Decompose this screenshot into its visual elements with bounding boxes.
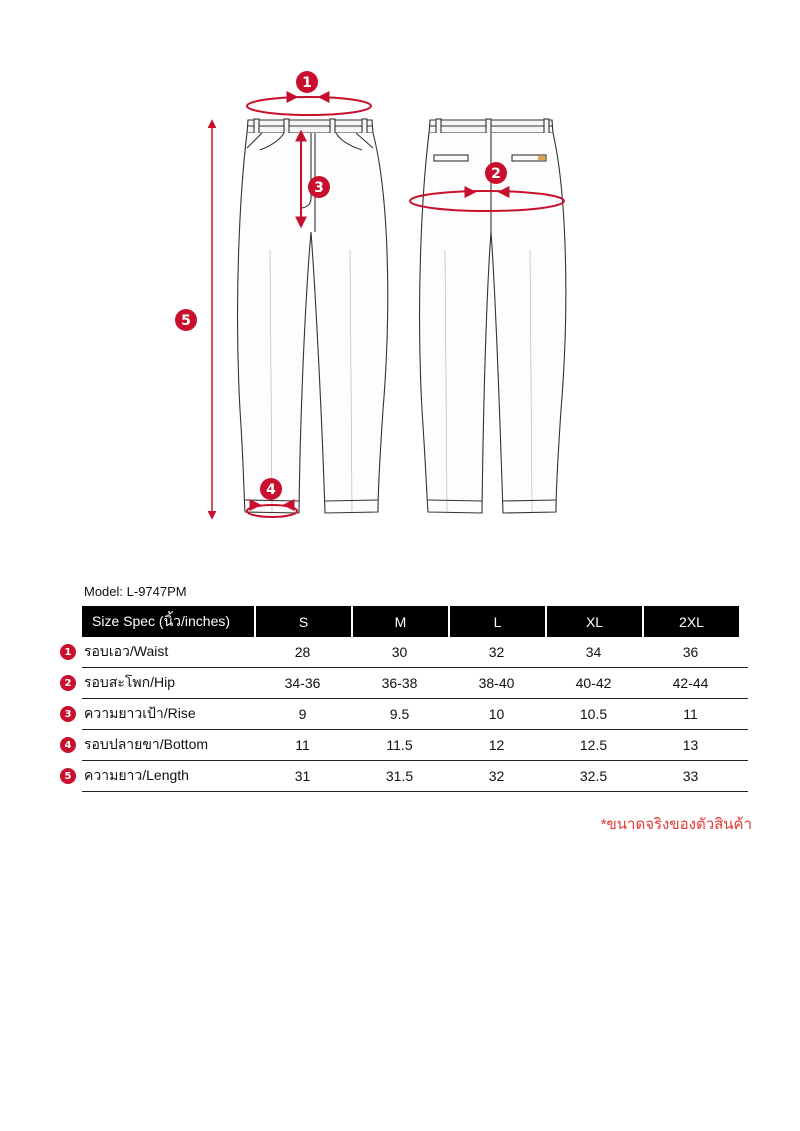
table-cell: 10 bbox=[488, 706, 505, 722]
table-cell: 32 bbox=[488, 768, 505, 784]
table-cell: 9 bbox=[298, 706, 307, 722]
header-size-m: M bbox=[353, 606, 448, 637]
header-size-xl: XL bbox=[547, 606, 642, 637]
table-cell: 34-36 bbox=[284, 675, 321, 691]
row-label: ความยาว/Length bbox=[84, 767, 189, 783]
table-cell: 11 bbox=[295, 737, 310, 753]
actual-size-note: *ขนาดจริงของตัวสินค้า bbox=[600, 816, 752, 833]
table-cell: 40-42 bbox=[575, 675, 612, 691]
length-measure-guide bbox=[175, 121, 212, 518]
table-row-rise bbox=[64, 699, 748, 730]
table-cell: 30 bbox=[391, 644, 408, 660]
row-label: รอบปลายขา/Bottom bbox=[84, 736, 209, 752]
row-label: ความยาวเป้า/Rise bbox=[84, 705, 196, 721]
table-cell: 38-40 bbox=[478, 675, 515, 691]
row-label: รอบเอว/Waist bbox=[84, 643, 169, 659]
row-marker: 1 bbox=[60, 644, 76, 660]
table-cell: 32.5 bbox=[579, 768, 608, 784]
row-marker: 2 bbox=[60, 675, 76, 691]
header-size-l: L bbox=[450, 606, 545, 637]
table-row-bottom bbox=[64, 730, 748, 761]
table-cell: 36-38 bbox=[381, 675, 418, 691]
header-size-s: S bbox=[256, 606, 351, 637]
marker-2-label: 2 bbox=[491, 166, 501, 182]
table-cell: 12.5 bbox=[579, 737, 608, 753]
row-label: รอบสะโพก/Hip bbox=[84, 674, 175, 690]
row-marker: 3 bbox=[60, 706, 76, 722]
waist-measure-guide bbox=[247, 71, 371, 115]
table-cell: 11.5 bbox=[386, 737, 413, 753]
header-size-spec: Size Spec (นิ้ว/inches) bbox=[82, 606, 254, 637]
table-cell: 42-44 bbox=[672, 675, 709, 691]
table-cell: 34 bbox=[585, 644, 602, 660]
row-marker: 4 bbox=[60, 737, 76, 753]
table-cell: 33 bbox=[682, 768, 699, 784]
model-number: Model: L-9747PM bbox=[84, 584, 187, 599]
table-cell: 32 bbox=[488, 644, 505, 660]
row-marker: 5 bbox=[60, 768, 76, 784]
table-cell: 13 bbox=[682, 737, 699, 753]
table-cell: 28 bbox=[294, 644, 311, 660]
marker-3-label: 3 bbox=[314, 180, 324, 196]
size-spec-table bbox=[60, 606, 748, 792]
table-cell: 31 bbox=[294, 768, 311, 784]
table-cell: 10.5 bbox=[579, 706, 608, 722]
table-cell: 31.5 bbox=[385, 768, 414, 784]
marker-1-label: 1 bbox=[302, 75, 312, 91]
marker-4-label: 4 bbox=[266, 482, 276, 498]
header-size-2xl: 2XL bbox=[644, 606, 739, 637]
table-header bbox=[82, 606, 748, 637]
table-row-hip bbox=[64, 668, 748, 699]
marker-5-label: 5 bbox=[181, 313, 191, 329]
table-cell: 11 bbox=[683, 706, 698, 722]
table-cell: 12 bbox=[488, 737, 505, 753]
table-cell: 36 bbox=[682, 644, 699, 660]
table-row-length bbox=[64, 761, 748, 792]
table-cell: 9.5 bbox=[389, 706, 410, 722]
table-row-waist bbox=[64, 637, 748, 668]
pants-measurement-diagram bbox=[0, 0, 800, 540]
